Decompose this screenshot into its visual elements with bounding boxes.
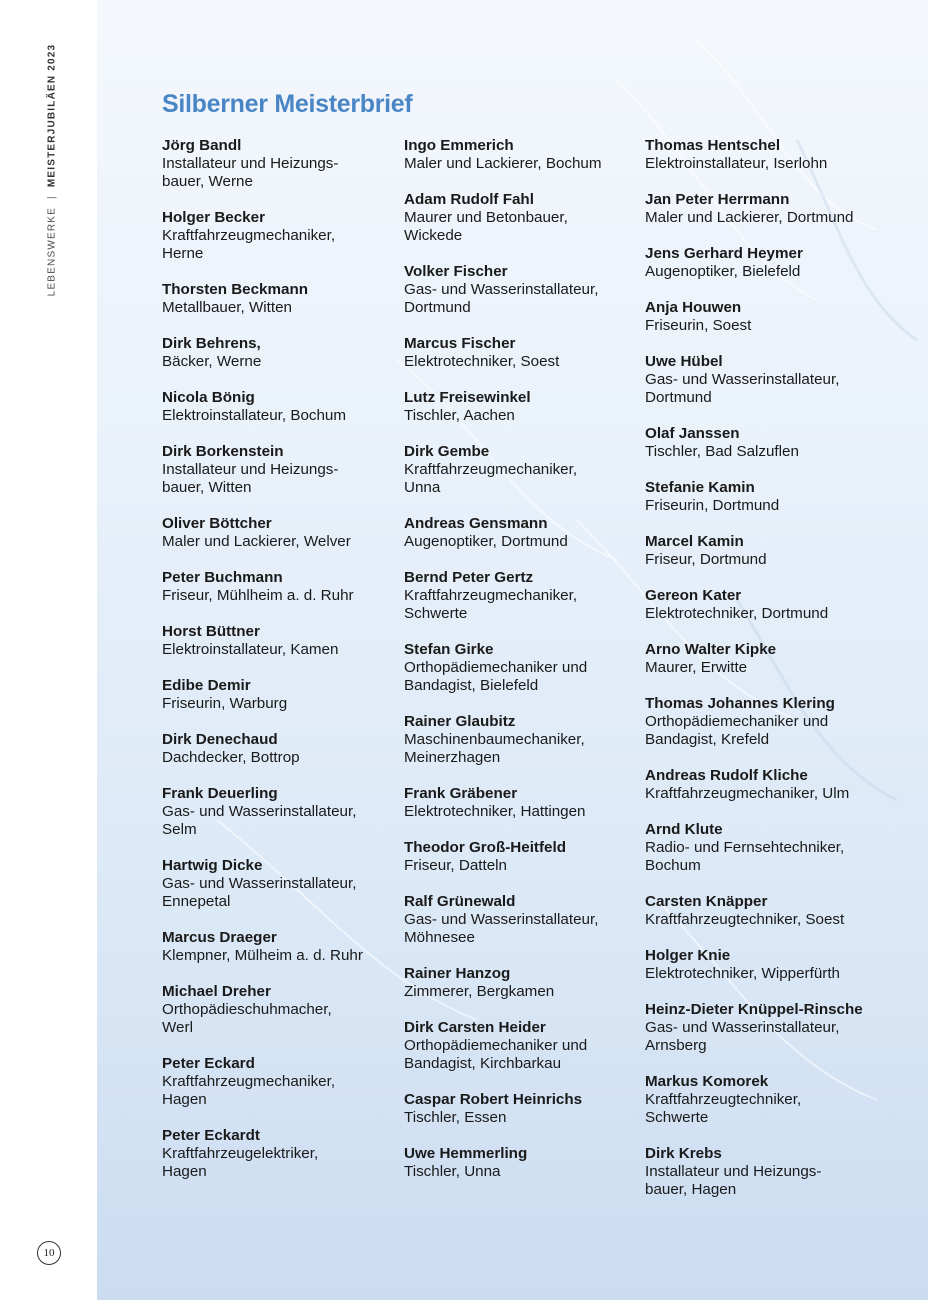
list-item	[645, 1001, 881, 1055]
person-name: Hartwig Dicke	[162, 857, 263, 874]
list-item	[404, 443, 640, 497]
list-item	[162, 281, 398, 317]
person-name: Bernd Peter Gertz	[404, 569, 534, 586]
list-item	[645, 1073, 881, 1127]
person-name: Rainer Glaubitz	[404, 713, 516, 730]
list-item	[162, 209, 398, 263]
person-name: Marcel Kamin	[645, 533, 744, 550]
list-item	[645, 587, 881, 623]
trade-and-city: Friseurin, Dortmund	[645, 497, 780, 514]
list-item	[645, 641, 881, 677]
person-name: Dirk Krebs	[645, 1145, 722, 1162]
list-item	[404, 569, 640, 623]
trade-and-city: Kraftfahrzeugmechaniker, Unna	[404, 461, 578, 496]
header-separator: |	[46, 195, 58, 199]
list-item	[645, 425, 881, 461]
trade-and-city: Kraftfahrzeugmechaniker, Ulm	[645, 785, 850, 802]
trade-and-city: Augenoptiker, Dortmund	[404, 533, 568, 550]
section-label: MEISTERJUBILÄEN 2023	[46, 43, 58, 188]
trade-and-city: Bäcker, Werne	[162, 353, 262, 370]
trade-and-city: Tischler, Essen	[404, 1109, 507, 1126]
person-name: Frank Gräbener	[404, 785, 518, 802]
list-item	[404, 785, 640, 821]
trade-and-city: Elektroinstallateur, Bochum	[162, 407, 347, 424]
person-name: Holger Becker	[162, 209, 265, 226]
person-name: Michael Dreher	[162, 983, 271, 1000]
trade-and-city: Orthopädiemechaniker und Bandagist, Kirchbarkau	[404, 1037, 588, 1072]
list-item	[162, 515, 398, 551]
person-name: Peter Buchmann	[162, 569, 283, 586]
list-item	[162, 1127, 398, 1181]
person-name: Jörg Bandl	[162, 137, 242, 154]
trade-and-city: Kraftfahrzeugmechaniker, Herne	[162, 227, 336, 262]
trade-and-city: Gas- und Wasserinstallateur, Arnsberg	[645, 1019, 840, 1054]
list-item	[645, 695, 881, 749]
trade-and-city: Metallbauer, Witten	[162, 299, 292, 316]
trade-and-city: Orthopädieschuhmacher, Werl	[162, 1001, 332, 1036]
trade-and-city: Maurer, Erwitte	[645, 659, 748, 676]
list-item	[645, 479, 881, 515]
person-name: Peter Eckard	[162, 1055, 255, 1072]
person-name: Thomas Hentschel	[645, 137, 781, 154]
page-number: 10	[37, 1241, 61, 1265]
person-name: Markus Komorek	[645, 1073, 769, 1090]
running-header	[47, 44, 58, 297]
person-name: Caspar Robert Heinrichs	[404, 1091, 583, 1108]
trade-and-city: Maler und Lackierer, Dortmund	[645, 209, 854, 226]
name-column-1	[162, 137, 398, 1199]
trade-and-city: Gas- und Wasserinstallateur, Selm	[162, 803, 357, 838]
person-name: Edibe Demir	[162, 677, 251, 694]
list-item	[404, 389, 640, 425]
list-item	[404, 335, 640, 371]
person-name: Frank Deuerling	[162, 785, 278, 802]
person-name: Thorsten Beckmann	[162, 281, 309, 298]
trade-and-city: Kraftfahrzeugmechaniker, Schwerte	[404, 587, 578, 622]
list-item	[162, 983, 398, 1037]
person-name: Oliver Böttcher	[162, 515, 272, 532]
person-name: Stefanie Kamin	[645, 479, 755, 496]
name-column-2	[404, 137, 640, 1199]
trade-and-city: Friseur, Datteln	[404, 857, 507, 874]
person-name: Jens Gerhard Heymer	[645, 245, 803, 262]
list-item	[162, 137, 398, 191]
page-title: Silberner Meisterbrief	[162, 90, 413, 118]
brand-label: LEBENSWERKE	[46, 206, 58, 297]
trade-and-city: Tischler, Aachen	[404, 407, 515, 424]
trade-and-city: Orthopädiemechaniker und Bandagist, Bielefeld	[404, 659, 588, 694]
list-item	[404, 515, 640, 551]
person-name: Uwe Hemmerling	[404, 1145, 528, 1162]
trade-and-city: Radio- und Fernsehtechniker, Bochum	[645, 839, 845, 874]
person-name: Jan Peter Herrmann	[645, 191, 790, 208]
trade-and-city: Augenoptiker, Bielefeld	[645, 263, 801, 280]
person-name: Rainer Hanzog	[404, 965, 511, 982]
trade-and-city: Friseur, Dortmund	[645, 551, 767, 568]
trade-and-city: Maschinenbaumechaniker, Meinerzhagen	[404, 731, 585, 766]
trade-and-city: Friseurin, Warburg	[162, 695, 288, 712]
person-name: Arnd Klute	[645, 821, 723, 838]
trade-and-city: Klempner, Mülheim a. d. Ruhr	[162, 947, 363, 964]
person-name: Uwe Hübel	[645, 353, 723, 370]
trade-and-city: Gas- und Wasserinstallateur, Dortmund	[404, 281, 599, 316]
list-item	[404, 263, 640, 317]
list-item	[404, 965, 640, 1001]
person-name: Marcus Draeger	[162, 929, 277, 946]
person-name: Peter Eckardt	[162, 1127, 260, 1144]
trade-and-city: Friseur, Mühlheim a. d. Ruhr	[162, 587, 354, 604]
trade-and-city: Tischler, Bad Salzuflen	[645, 443, 799, 460]
list-item	[404, 839, 640, 875]
list-item	[645, 245, 881, 281]
person-name: Andreas Rudolf Kliche	[645, 767, 808, 784]
list-item	[645, 821, 881, 875]
list-item	[404, 893, 640, 947]
list-item	[162, 623, 398, 659]
list-item	[645, 893, 881, 929]
list-item	[162, 389, 398, 425]
list-item	[404, 137, 640, 173]
list-item	[645, 533, 881, 569]
person-name: Adam Rudolf Fahl	[404, 191, 534, 208]
trade-and-city: Elektroinstallateur, Kamen	[162, 641, 339, 658]
trade-and-city: Maler und Lackierer, Bochum	[404, 155, 602, 172]
trade-and-city: Installateur und Heizungs- bauer, Werne	[162, 155, 339, 190]
person-name: Arno Walter Kipke	[645, 641, 777, 658]
trade-and-city: Maurer und Betonbauer, Wickede	[404, 209, 568, 244]
person-name: Olaf Janssen	[645, 425, 740, 442]
trade-and-city: Gas- und Wasserinstallateur, Ennepetal	[162, 875, 357, 910]
person-name: Stefan Girke	[404, 641, 494, 658]
list-item	[404, 1091, 640, 1127]
list-item	[404, 1145, 640, 1181]
trade-and-city: Maler und Lackierer, Welver	[162, 533, 351, 550]
list-item	[162, 929, 398, 965]
person-name: Dirk Denechaud	[162, 731, 278, 748]
trade-and-city: Kraftfahrzeugtechniker, Soest	[645, 911, 845, 928]
list-item	[645, 1145, 881, 1199]
list-item	[162, 677, 398, 713]
trade-and-city: Elektroinstallateur, Iserlohn	[645, 155, 828, 172]
person-name: Holger Knie	[645, 947, 731, 964]
person-name: Dirk Carsten Heider	[404, 1019, 546, 1036]
list-item	[404, 191, 640, 245]
person-name: Heinz-Dieter Knüppel-Rinsche	[645, 1001, 863, 1018]
person-name: Ralf Grünewald	[404, 893, 516, 910]
list-item	[645, 137, 881, 173]
trade-and-city: Elektrotechniker, Dortmund	[645, 605, 829, 622]
trade-and-city: Orthopädiemechaniker und Bandagist, Krefeld	[645, 713, 829, 748]
list-item	[162, 857, 398, 911]
person-name: Marcus Fischer	[404, 335, 516, 352]
name-column-3	[645, 137, 881, 1217]
person-name: Dirk Gembe	[404, 443, 490, 460]
list-item	[645, 299, 881, 335]
list-item	[162, 731, 398, 767]
trade-and-city: Installateur und Heizungs- bauer, Hagen	[645, 1163, 822, 1198]
trade-and-city: Dachdecker, Bottrop	[162, 749, 300, 766]
list-item	[404, 1019, 640, 1073]
list-item	[162, 443, 398, 497]
person-name: Nicola Bönig	[162, 389, 255, 406]
list-item	[645, 191, 881, 227]
person-name: Carsten Knäpper	[645, 893, 768, 910]
list-item	[645, 947, 881, 983]
list-item	[404, 641, 640, 695]
trade-and-city: Kraftfahrzeugtechniker, Schwerte	[645, 1091, 802, 1126]
trade-and-city: Elektrotechniker, Wipperfürth	[645, 965, 840, 982]
list-item	[162, 1055, 398, 1109]
list-item	[645, 767, 881, 803]
trade-and-city: Friseurin, Soest	[645, 317, 752, 334]
trade-and-city: Gas- und Wasserinstallateur, Möhnesee	[404, 911, 599, 946]
trade-and-city: Kraftfahrzeugelektriker, Hagen	[162, 1145, 319, 1180]
list-item	[404, 713, 640, 767]
person-name: Theodor Groß-Heitfeld	[404, 839, 566, 856]
trade-and-city: Kraftfahrzeugmechaniker, Hagen	[162, 1073, 336, 1108]
trade-and-city: Elektrotechniker, Soest	[404, 353, 560, 370]
person-name: Dirk Behrens,	[162, 335, 261, 352]
list-item	[645, 353, 881, 407]
list-item	[162, 335, 398, 371]
list-item	[162, 785, 398, 839]
person-name: Volker Fischer	[404, 263, 508, 280]
person-name: Gereon Kater	[645, 587, 742, 604]
trade-and-city: Tischler, Unna	[404, 1163, 501, 1180]
person-name: Ingo Emmerich	[404, 137, 514, 154]
trade-and-city: Zimmerer, Bergkamen	[404, 983, 555, 1000]
person-name: Lutz Freisewinkel	[404, 389, 531, 406]
trade-and-city: Elektrotechniker, Hattingen	[404, 803, 586, 820]
person-name: Dirk Borkenstein	[162, 443, 284, 460]
person-name: Anja Houwen	[645, 299, 742, 316]
trade-and-city: Gas- und Wasserinstallateur, Dortmund	[645, 371, 840, 406]
person-name: Thomas Johannes Klering	[645, 695, 835, 712]
person-name: Horst Büttner	[162, 623, 260, 640]
person-name: Andreas Gensmann	[404, 515, 548, 532]
trade-and-city: Installateur und Heizungs- bauer, Witten	[162, 461, 339, 496]
list-item	[162, 569, 398, 605]
